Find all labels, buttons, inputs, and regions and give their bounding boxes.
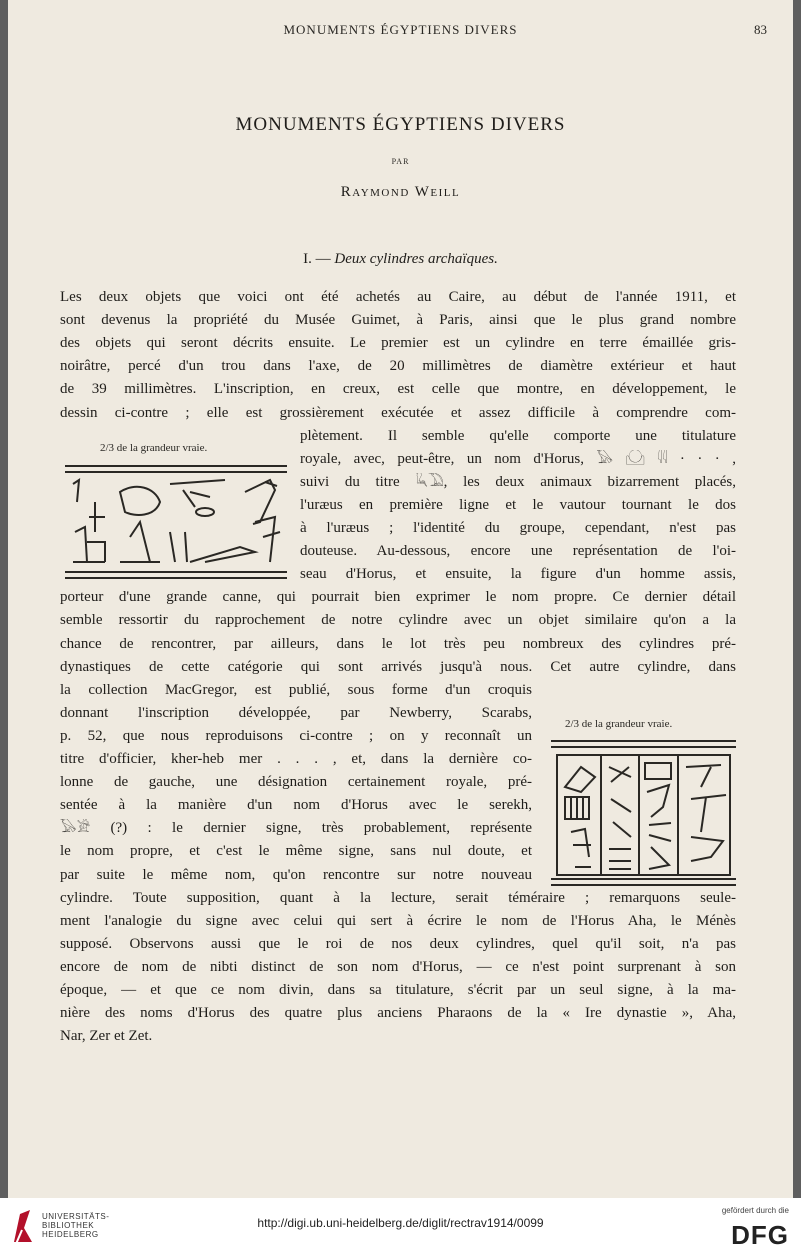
- body-line: lonne de gauche, une désignation certainement royale, pré-: [60, 774, 532, 791]
- body-line: nière des noms d'Horus des quatre plus anciens Pharaons de la « Ire dynastie », Aha,: [60, 1005, 736, 1022]
- body-line: de 39 millimètres. L'inscription, en creux, est celle que montre, en développement, le: [60, 381, 736, 398]
- body-line: chance de rencontrer, par ailleurs, dans le lot très peu nombreux des cylindres pré-: [60, 635, 736, 652]
- viewer-footer: [0, 1198, 801, 1257]
- running-title: MONUMENTS ÉGYPTIENS DIVERS: [283, 22, 518, 37]
- body-line: Nar, Zer et Zet.: [60, 1028, 153, 1045]
- body-line: sont devenus la propriété du Musée Guimet, à Paris, ainsi que le plus grand nombre: [60, 312, 736, 329]
- body-line: seau d'Horus, et ensuite, la figure d'un homme assis,: [300, 566, 736, 583]
- body-line: titre d'officier, kher-heb mer . . . , et, dans la dernière co-: [60, 751, 532, 767]
- macgregor-cylinder-figure: [551, 737, 736, 889]
- library-name: UNIVERSITÄTS- BIBLIOTHEK HEIDELBERG: [42, 1212, 110, 1239]
- dfg-logo: DFG: [731, 1220, 789, 1250]
- body-line: donnant l'inscription développée, par Newberry, Scarabs,: [60, 704, 532, 721]
- body-line: noirâtre, percé d'un trou dans l'axe, de 20 millimètres de diamètre extérieur et haut: [60, 358, 736, 375]
- body-line: dessin ci-contre ; elle est grossièrement exécutée et assez difficile à comprendre com-: [60, 404, 736, 421]
- body-line: la collection MacGregor, est publié, sous forme d'un croquis: [60, 681, 532, 698]
- body-line: plètement. Il semble qu'elle comporte une titulature: [300, 427, 736, 444]
- body-line: ment l'analogie du signe avec celui qui sert à écrire le nom de l'Horus Aha, le Ménès: [60, 912, 736, 929]
- funded-by-label: gefördert durch die: [721, 1206, 789, 1215]
- body-line: l'uræus en première ligne et le vautour tournant le dos: [300, 496, 736, 513]
- permalink-url[interactable]: http://digi.ub.uni-heidelberg.de/diglit/rectrav1914/0099: [257, 1216, 544, 1230]
- body-line: à l'uræus ; l'identité du groupe, cependant, n'est pas: [300, 520, 736, 536]
- body-line: suivi du titre 𓆗𓅐, les deux animaux bizarrement placés,: [300, 473, 736, 490]
- by-label: PAR: [391, 157, 410, 166]
- body-line: cylindre. Toute supposition, quant à la lecture, serait téméraire ; remarquons seule-: [60, 889, 736, 906]
- body-line: dynastiques de cette catégorie qui sont arrivés jusqu'à nous. Cet autre cylindre, dans: [60, 658, 736, 675]
- article-title: MONUMENTS ÉGYPTIENS DIVERS: [235, 114, 566, 135]
- body-line: par suite le même nom, qu'on rencontre sur notre nouveau: [60, 866, 532, 883]
- section-number: I. —: [303, 251, 331, 267]
- body-line: p. 52, que nous reproduisons ci-contre ; on y reconnaît un: [60, 727, 532, 744]
- body-line: supposé. Observons aussi que le roi de nos deux cylindres, quel qu'il soit, n'a pas: [60, 935, 736, 952]
- section-title: Deux cylindres archaïques.: [334, 251, 498, 267]
- cylinder-inscription-figure: [65, 462, 287, 580]
- body-line: sentée à la manière d'un nom d'Horus avec le serekh,: [60, 797, 532, 814]
- section-heading: [8, 251, 793, 268]
- body-line: Les deux objets que voici ont été achetés au Caire, au début de l'année 1911, et: [60, 289, 736, 305]
- figure2-caption: 2/3 de la grandeur vraie.: [565, 718, 673, 730]
- body-line: porteur d'une grande canne, qui pourrait bien exprimer le nom propre. Ce dernier détail: [60, 589, 736, 606]
- body-line: 𓅃𓀀 (?) : le dernier signe, très probablement, représente: [60, 820, 532, 837]
- page-number: 83: [754, 22, 767, 37]
- scanned-page: [8, 0, 793, 1198]
- body-line: royale, avec, peut-être, un nom d'Horus, 𓅃 𓈌 𓇋𓇋 · · · ,: [300, 450, 736, 467]
- body-line: encore de nom de nibti distinct de son nom d'Horus, — ce n'est point surprenant à son: [60, 958, 736, 975]
- body-line: des objets qui seront décrits ensuite. Le premier est un cylindre en terre émaillée gris-: [60, 335, 736, 352]
- body-line: époque, — et que ce nom divin, dans sa titulature, s'écrit par un seul signe, à la ma-: [60, 982, 736, 998]
- body-line: douteuse. Au-dessous, encore une représentation de l'oi-: [300, 543, 736, 560]
- figure1-caption: 2/3 de la grandeur vraie.: [100, 442, 208, 454]
- body-line: semble ressortir du rapprochement de notre cylindre avec un objet similaire qu'on a la: [60, 612, 736, 629]
- body-line: le nom propre, et c'est le même signe, sans nul doute, et: [60, 843, 532, 860]
- author-name: Raymond Weill: [340, 184, 461, 200]
